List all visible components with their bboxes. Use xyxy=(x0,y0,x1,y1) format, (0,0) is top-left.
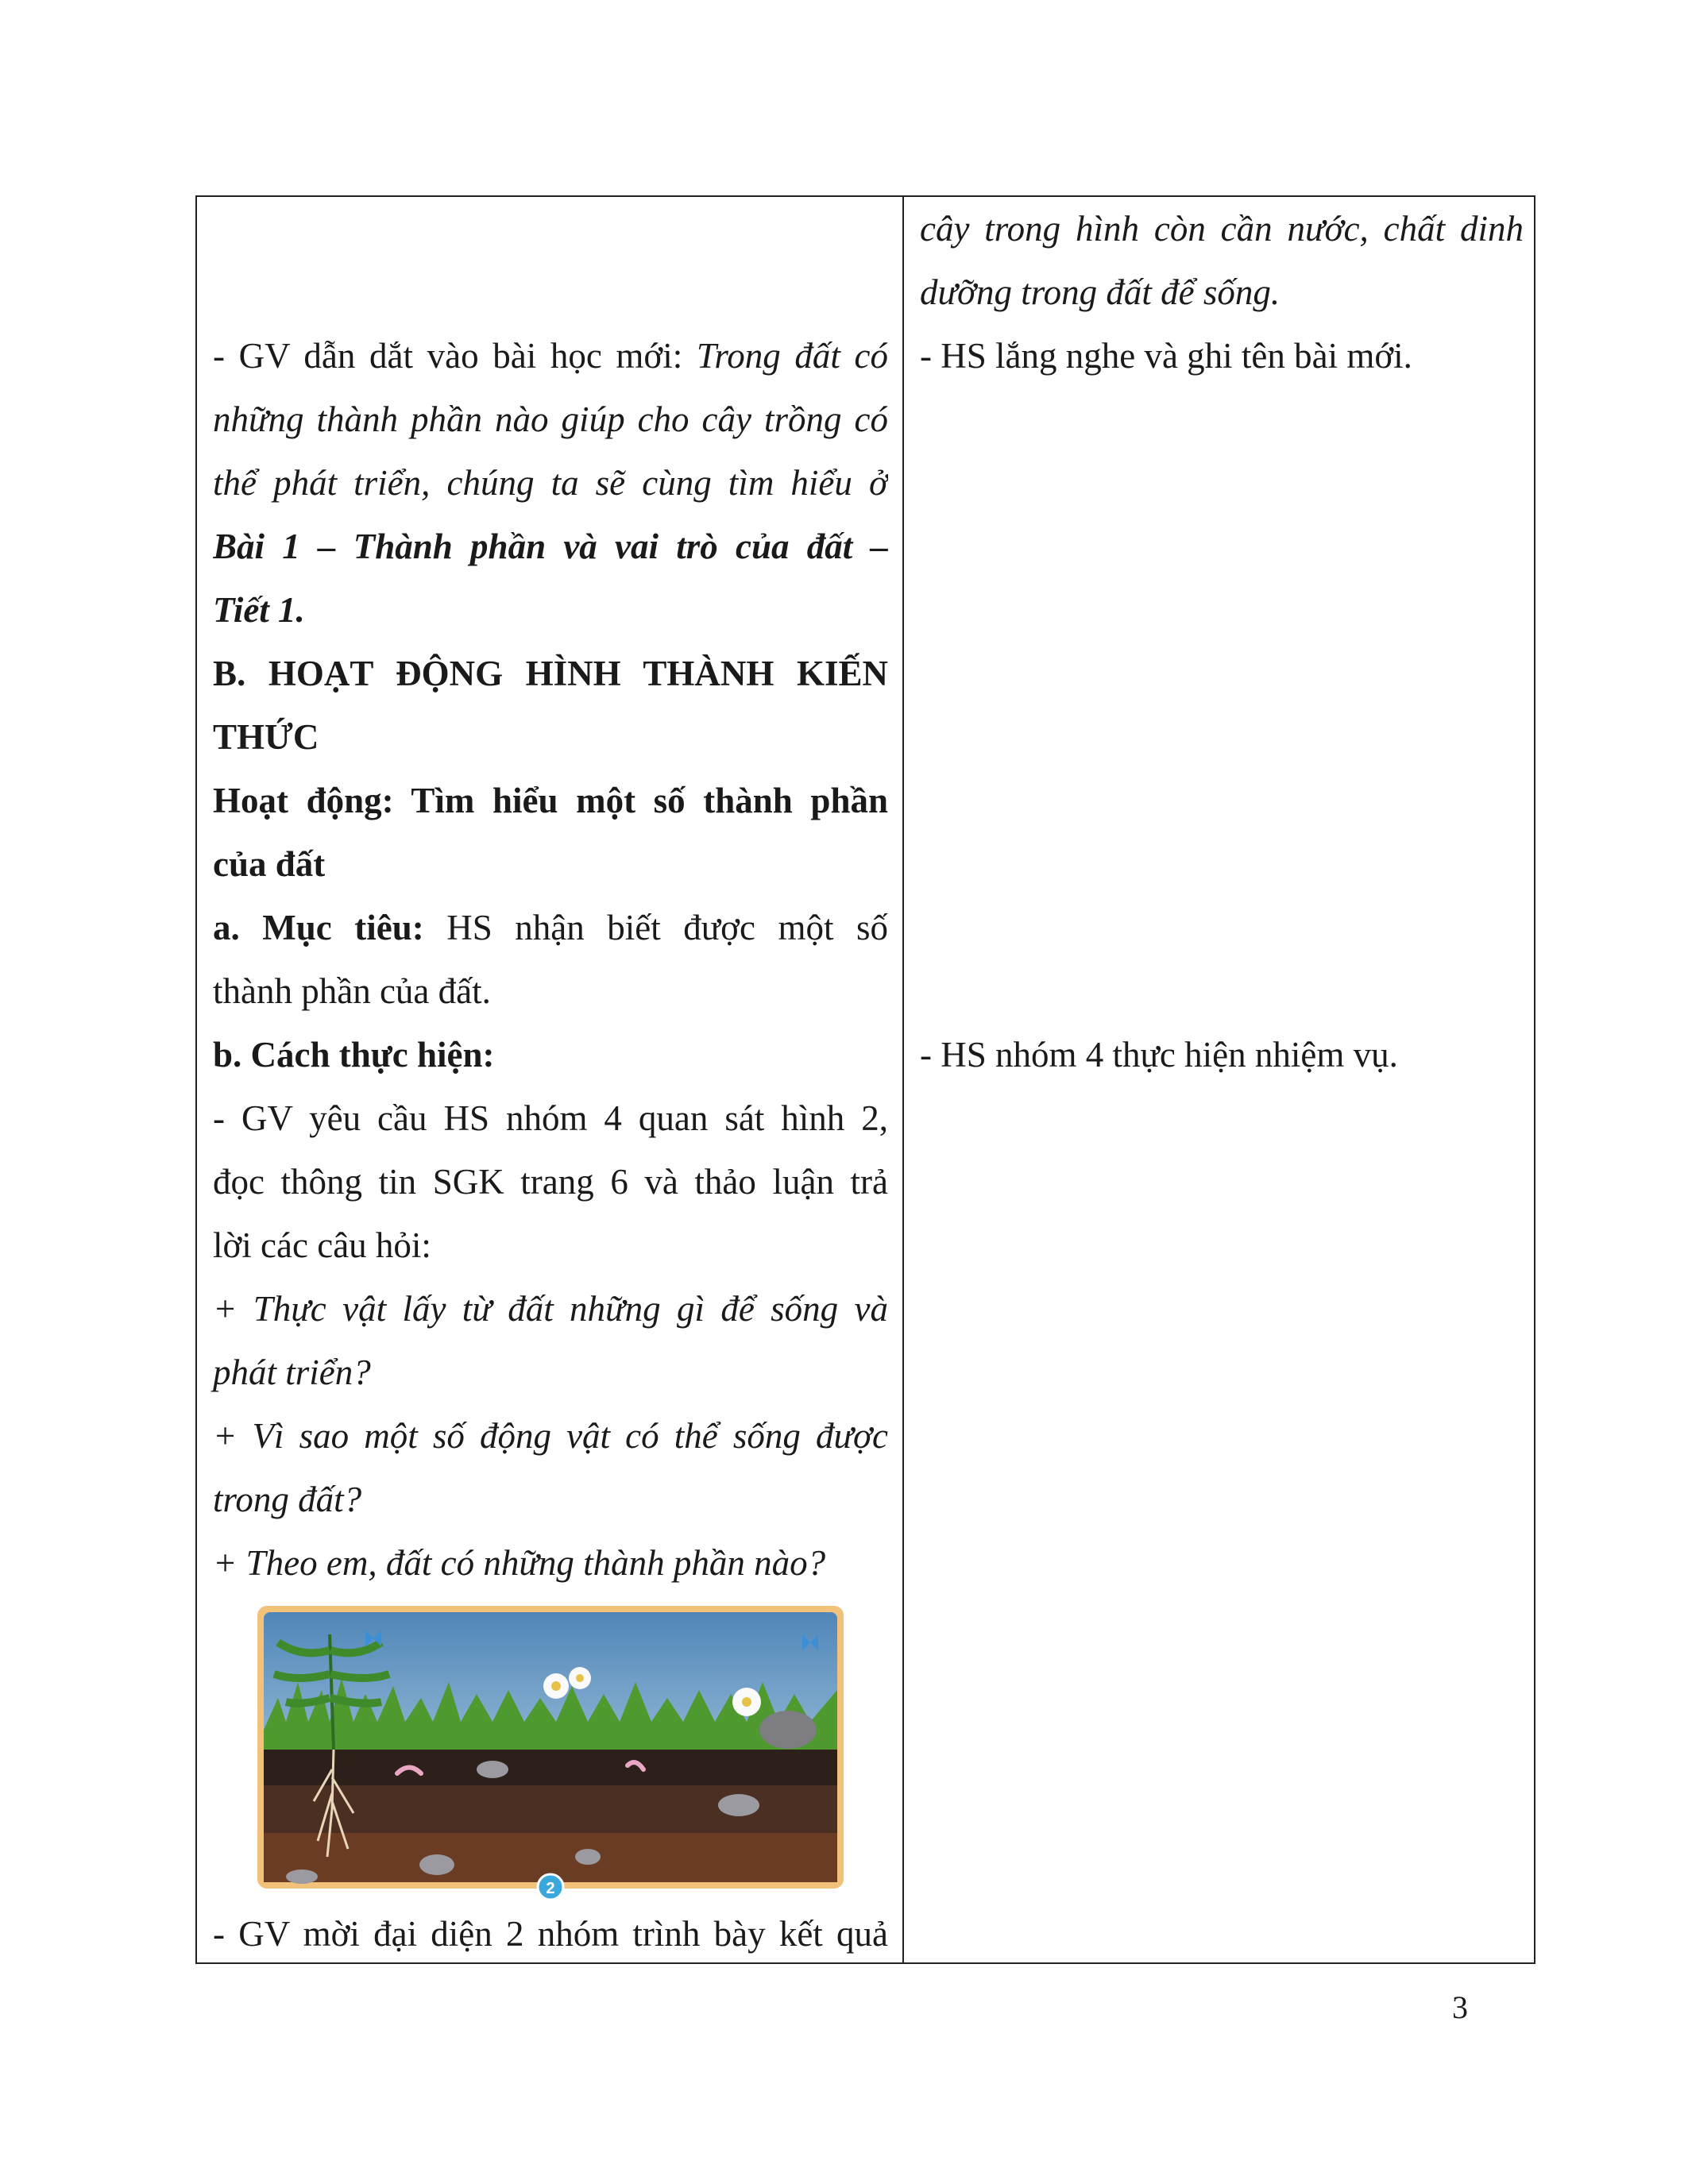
goal-label: a. Mục tiêu: xyxy=(213,908,424,947)
method-label: b. Cách thực hiện: xyxy=(213,1035,495,1075)
figure-number: 2 xyxy=(546,1880,555,1897)
section-heading-line-1: B. HOẠT ĐỘNG HÌNH THÀNH KIẾN xyxy=(213,654,888,693)
activity-heading-line-1: Hoạt động: Tìm hiểu một số thành phần xyxy=(213,781,888,820)
task-line-3: lời các câu hỏi: xyxy=(213,1225,431,1265)
question-2-line-1: + Vì sao một số động vật có thể sống được xyxy=(213,1416,888,1456)
intro-prefix: - GV dẫn dắt vào bài học mới: xyxy=(213,336,697,376)
intro-line-3: thể phát triển, chúng ta sẽ cùng tìm hiểu ở xyxy=(213,463,888,503)
right-line-2: dưỡng trong đất để sống. xyxy=(920,272,1280,312)
right-line-1: cây trong hình còn cần nước, chất dinh xyxy=(920,209,1524,249)
soil-layers-illustration xyxy=(254,1603,847,1904)
intro-italic-1: Trong đất có xyxy=(696,336,888,376)
lesson-table xyxy=(195,195,1535,1964)
goal-line-2: thành phần của đất. xyxy=(213,971,491,1011)
question-2-line-2: trong đất? xyxy=(213,1480,362,1519)
task-line-2: đọc thông tin SGK trang 6 và thảo luận trả xyxy=(213,1162,888,1202)
column-divider xyxy=(902,197,904,1962)
right-line-3: - HS lắng nghe và ghi tên bài mới. xyxy=(920,336,1412,376)
activity-heading-line-2: của đất xyxy=(213,844,326,884)
right-line-4: - HS nhóm 4 thực hiện nhiệm vụ. xyxy=(920,1035,1398,1075)
last-line: - GV mời đại diện 2 nhóm trình bày kết quả xyxy=(213,1914,888,1954)
intro-line-2: những thành phần nào giúp cho cây trồng có xyxy=(213,399,888,439)
question-1-line-2: phát triển? xyxy=(213,1352,371,1392)
goal-text: HS nhận biết được một số xyxy=(423,908,888,947)
intro-line-1 xyxy=(213,324,888,388)
page-number: 3 xyxy=(1452,1989,1468,2025)
task-line-1: - GV yêu cầu HS nhóm 4 quan sát hình 2, xyxy=(213,1098,888,1138)
topsoil-layer xyxy=(264,1750,837,1785)
question-1-line-1: + Thực vật lấy từ đất những gì để sống và xyxy=(213,1289,888,1329)
section-heading-line-2: THỨC xyxy=(213,717,319,757)
goal-line-1 xyxy=(213,896,888,959)
lesson-title-line-1: Bài 1 – Thành phần và vai trò của đất – xyxy=(213,527,888,566)
question-3: + Theo em, đất có những thành phần nào? xyxy=(213,1543,826,1583)
lesson-title-line-2: Tiết 1. xyxy=(213,590,305,630)
rock-on-ground xyxy=(759,1711,817,1749)
